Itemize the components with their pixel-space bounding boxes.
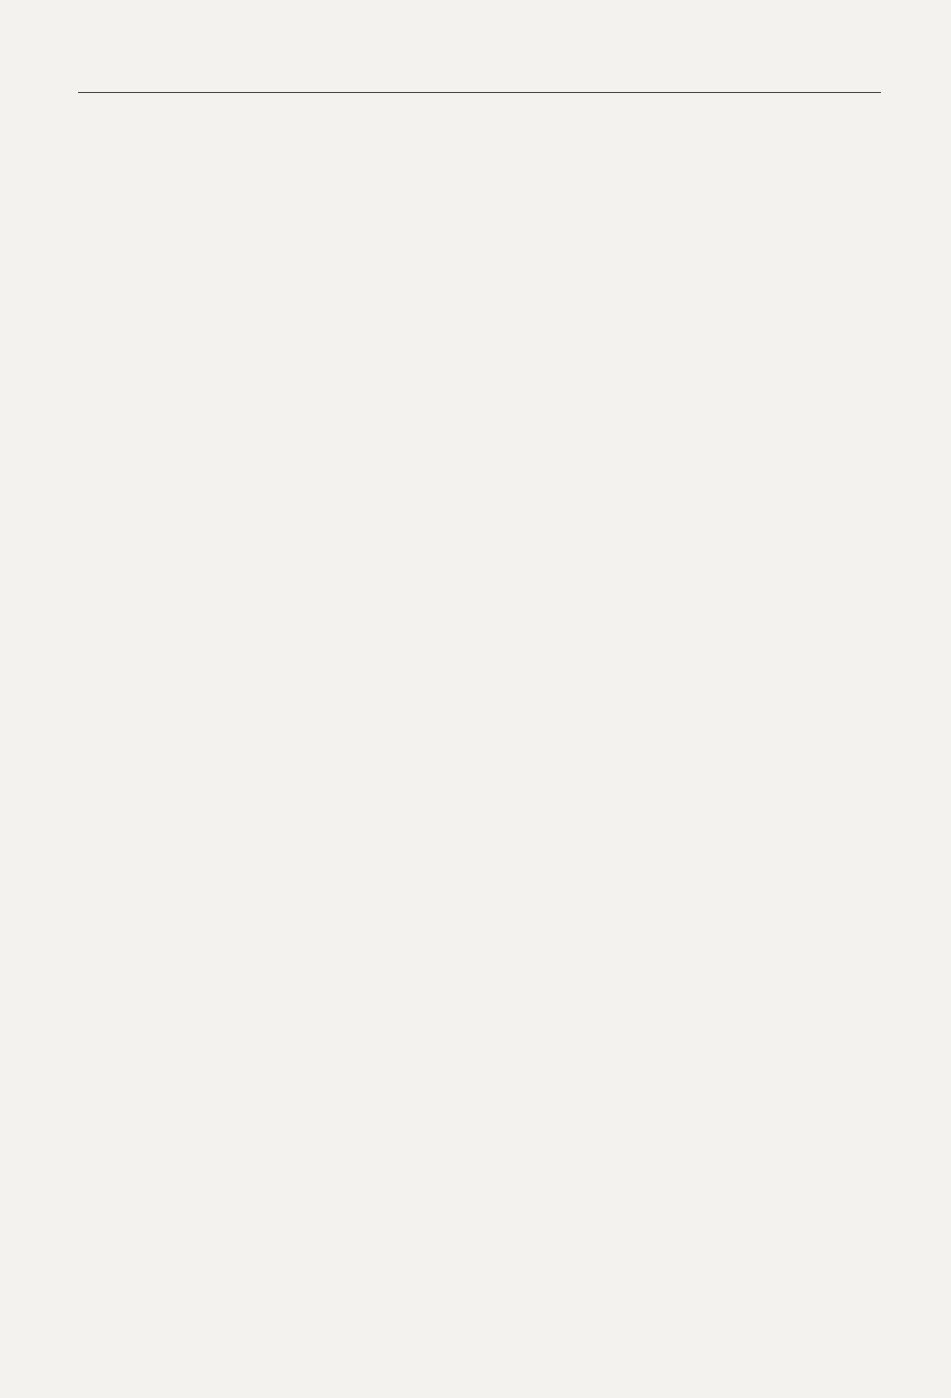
section-heading [78, 580, 138, 604]
header-rule [78, 92, 881, 93]
running-head [78, 58, 881, 88]
